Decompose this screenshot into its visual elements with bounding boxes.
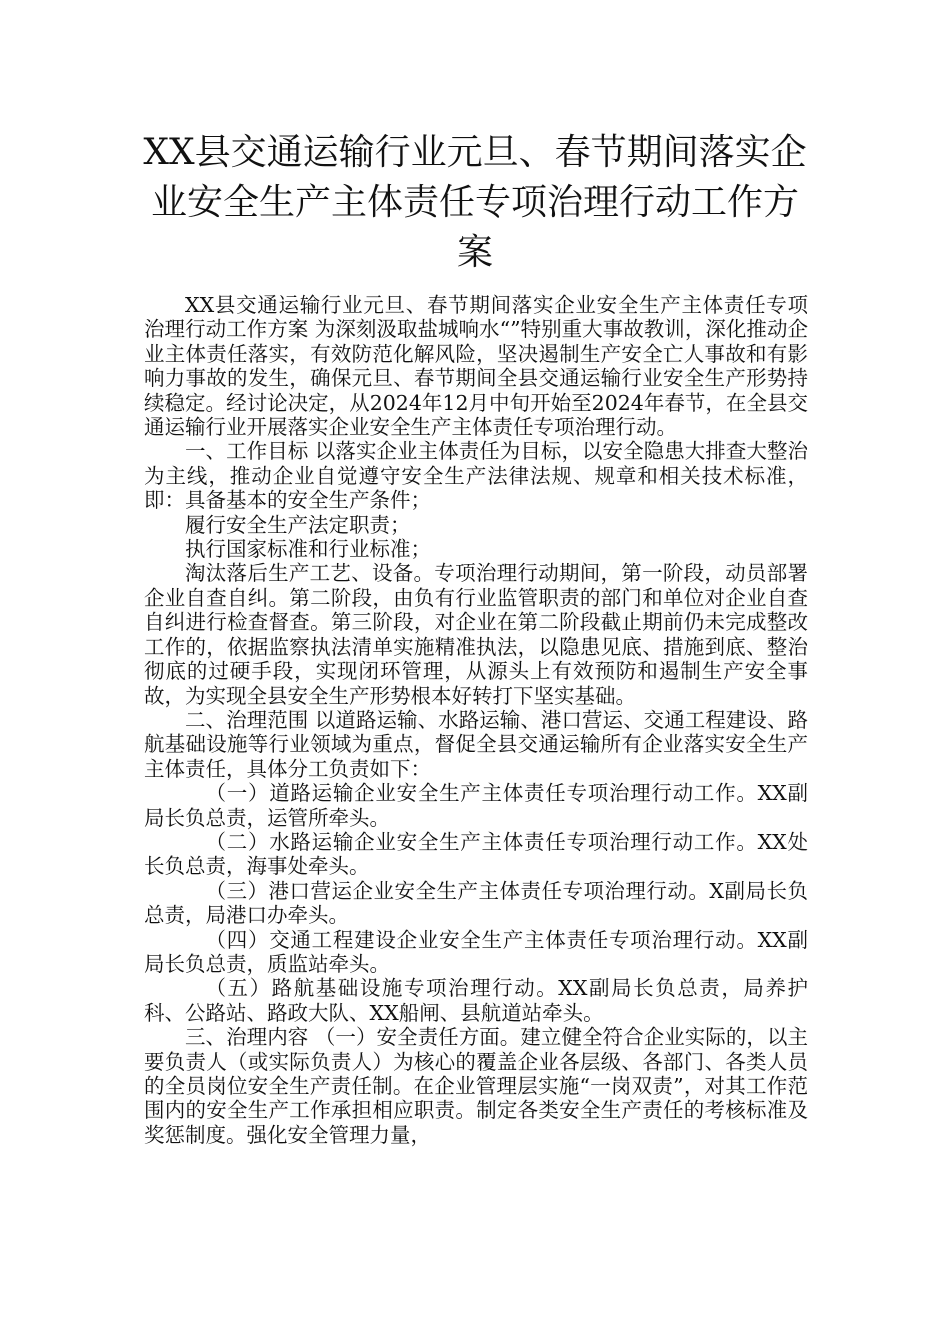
paragraph-duty: 履行安全生产法定职责； [185, 512, 411, 537]
document-body [144, 293, 808, 1147]
document-title: XX县交通运输行业元旦、春节期间落实企业安全生产主体责任专项治理行动工作方案 [143, 132, 807, 273]
paragraph-scope-water: （二）水路运输企业安全生产主体责任专项治理行动工作。XX处长负总责，海事处牵头。 [144, 829, 808, 879]
paragraph-scope: 二、治理范围 以道路运输、水路运输、港口营运、交通工程建设、路航基础设施等行业领域为重点，督促全县交通运输所有企业落实安全生产主体责任，具体分工负责如下： [144, 707, 808, 781]
paragraph-scope-port: （三）港口营运企业安全生产主体责任专项治理行动。X副局长负总责，局港口办牵头。 [144, 878, 808, 928]
paragraph-intro: XX县交通运输行业元旦、春节期间落实企业安全生产主体责任专项治理行动工作方案 为深刻汲取盐城响水“”特别重大事故教训，深化推动企业主体责任落实，有效防范化解风险，坚决遏制生产安全亡人事故和有影响力事故的发生，确保元旦、春节期间全县交通运输行业安全生产形势持续稳定。经讨论决定，从2024年12月中旬开始至2024年春节，在全县交通运输行业开展落实企业安全生产主体责任专项治理行动。 [144, 293, 808, 440]
paragraph-scope-road: （一）道路运输企业安全生产主体责任专项治理行动工作。XX副局长负总责，运管所牵头。 [144, 781, 808, 830]
paragraph-content: 三、治理内容 （一）安全责任方面。建立健全符合企业实际的，以主要负责人（或实际负责人）为核心的覆盖企业各层级、各部门、各类人员的全员岗位安全生产责任制。在企业管理层实施“一岗双责”，对其工作范围内的安全生产工作承担相应职责。制定各类安全生产责任的考核标准及奖惩制度。强化安全管理力量， [144, 1025, 808, 1147]
paragraph-scope-engineering: （四）交通工程建设企业安全生产主体责任专项治理行动。XX副局长负总责，质监站牵头。 [144, 927, 808, 976]
paragraph-phases: 淘汰落后生产工艺、设备。专项治理行动期间，第一阶段，动员部署企业自查自纠。第二阶段，由负有行业监管职责的部门和单位对企业自查自纠进行检查督查。第三阶段，对企业在第二阶段截止期前仍未完成整改工作的，依据监察执法清单实施精准执法，以隐患见底、措施到底、整治彻底的过硬手段，实现闭环管理，从源头上有效预防和遏制生产安全事故，为实现全县安全生产形势根本好转打下坚实基础。 [144, 561, 808, 708]
paragraph-scope-infrastructure: （五）路航基础设施专项治理行动。XX副局长负总责，局养护科、公路站、路政大队、XX船闸、县航道站牵头。 [144, 976, 808, 1025]
paragraph-work-goal: 一、工作目标 以落实企业主体责任为目标，以安全隐患大排查大整治为主线，推动企业自觉遵守安全生产法律法规、规章和相关技术标准，即：具备基本的安全生产条件； [144, 439, 808, 513]
paragraph-standards: 执行国家标准和行业标准； [185, 537, 431, 562]
